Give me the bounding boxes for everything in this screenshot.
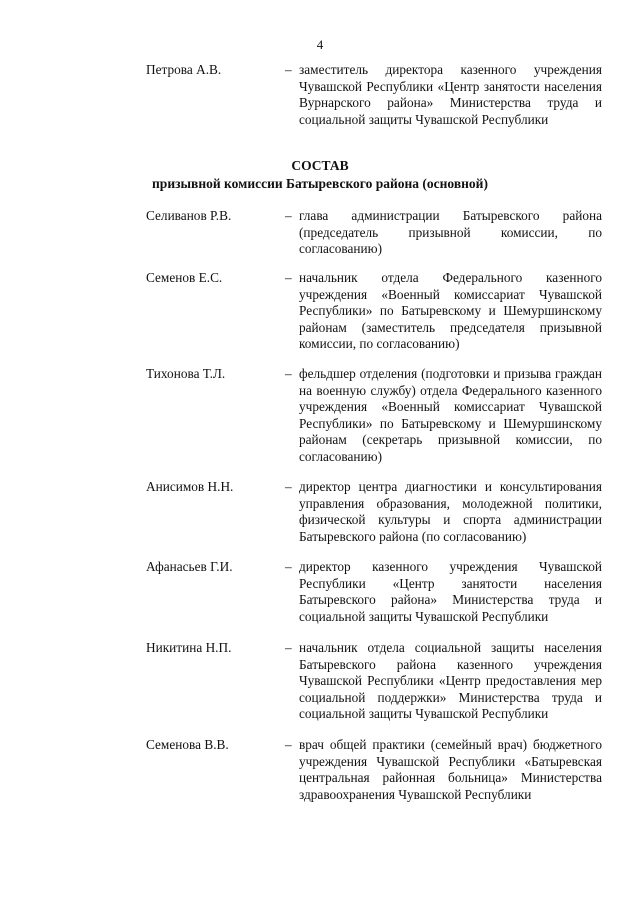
dash-separator: – [285,559,292,574]
member-name: Никитина Н.П. [146,640,232,655]
member-position: начальник отдела Федерального казенного учреждения «Военный комиссариат Чувашской Республики» по Батыревскому и Шемуршинскому районам (заместитель председателя призывной комиссии, по согласованию) [299,270,602,351]
section-subtitle: призывной комиссии Батыревского района (основной) [152,176,488,191]
member-position: фельдшер отделения (подготовки и призыва граждан на военную службу) отдела Федерального казенного учреждения «Военный комиссариат Чувашской Республики» по Батыревскому и Шемуршинскому районам (секретарь призывной комиссии, по согласованию) [299,366,602,464]
member-name: Селиванов Р.В. [146,208,232,223]
member-position: заместитель директора казенного учреждения Чувашской Республики «Центр занятости населения Вурнарского района» Министерства труда и социальной защиты Чувашской Республики [299,62,602,127]
member-position: директор центра диагностики и консультирования управления образования, молодежной политики, физической культуры и спорта администрации Батыревского района (по согласованию) [299,479,602,544]
member-name: Тихонова Т.Л. [146,366,226,381]
dash-separator: – [285,366,292,381]
section-title: СОСТАВ [291,158,349,173]
dash-separator: – [285,479,292,494]
dash-separator: – [285,640,292,655]
member-position: директор казенного учреждения Чувашской Республики «Центр занятости населения Батыревского района» Министерства труда и социальной защиты Чувашской Республики [299,559,602,624]
member-name: Петрова А.В. [146,62,222,77]
member-position: начальник отдела социальной защиты населения Батыревского района казенного учреждения Чувашской Республики «Центр предоставления мер социальной поддержки» Министерства труда и социальной защиты Чувашской Республики [299,640,602,721]
member-name: Семенов Е.С. [146,270,223,285]
member-name: Семенова В.В. [146,737,229,752]
dash-separator: – [285,270,292,285]
member-position: врач общей практики (семейный врач) бюджетного учреждения Чувашской Республики «Батыревская центральная районная больница» Министерства здравоохранения Чувашской Республики [299,737,602,802]
dash-separator: – [285,208,292,223]
member-name: Анисимов Н.Н. [146,479,234,494]
dash-separator: – [285,62,292,77]
member-position: глава администрации Батыревского района (председатель призывной комиссии, по согласованию) [299,208,602,256]
member-name: Афанасьев Г.И. [146,559,233,574]
page-number: 4 [316,37,324,52]
dash-separator: – [285,737,292,752]
